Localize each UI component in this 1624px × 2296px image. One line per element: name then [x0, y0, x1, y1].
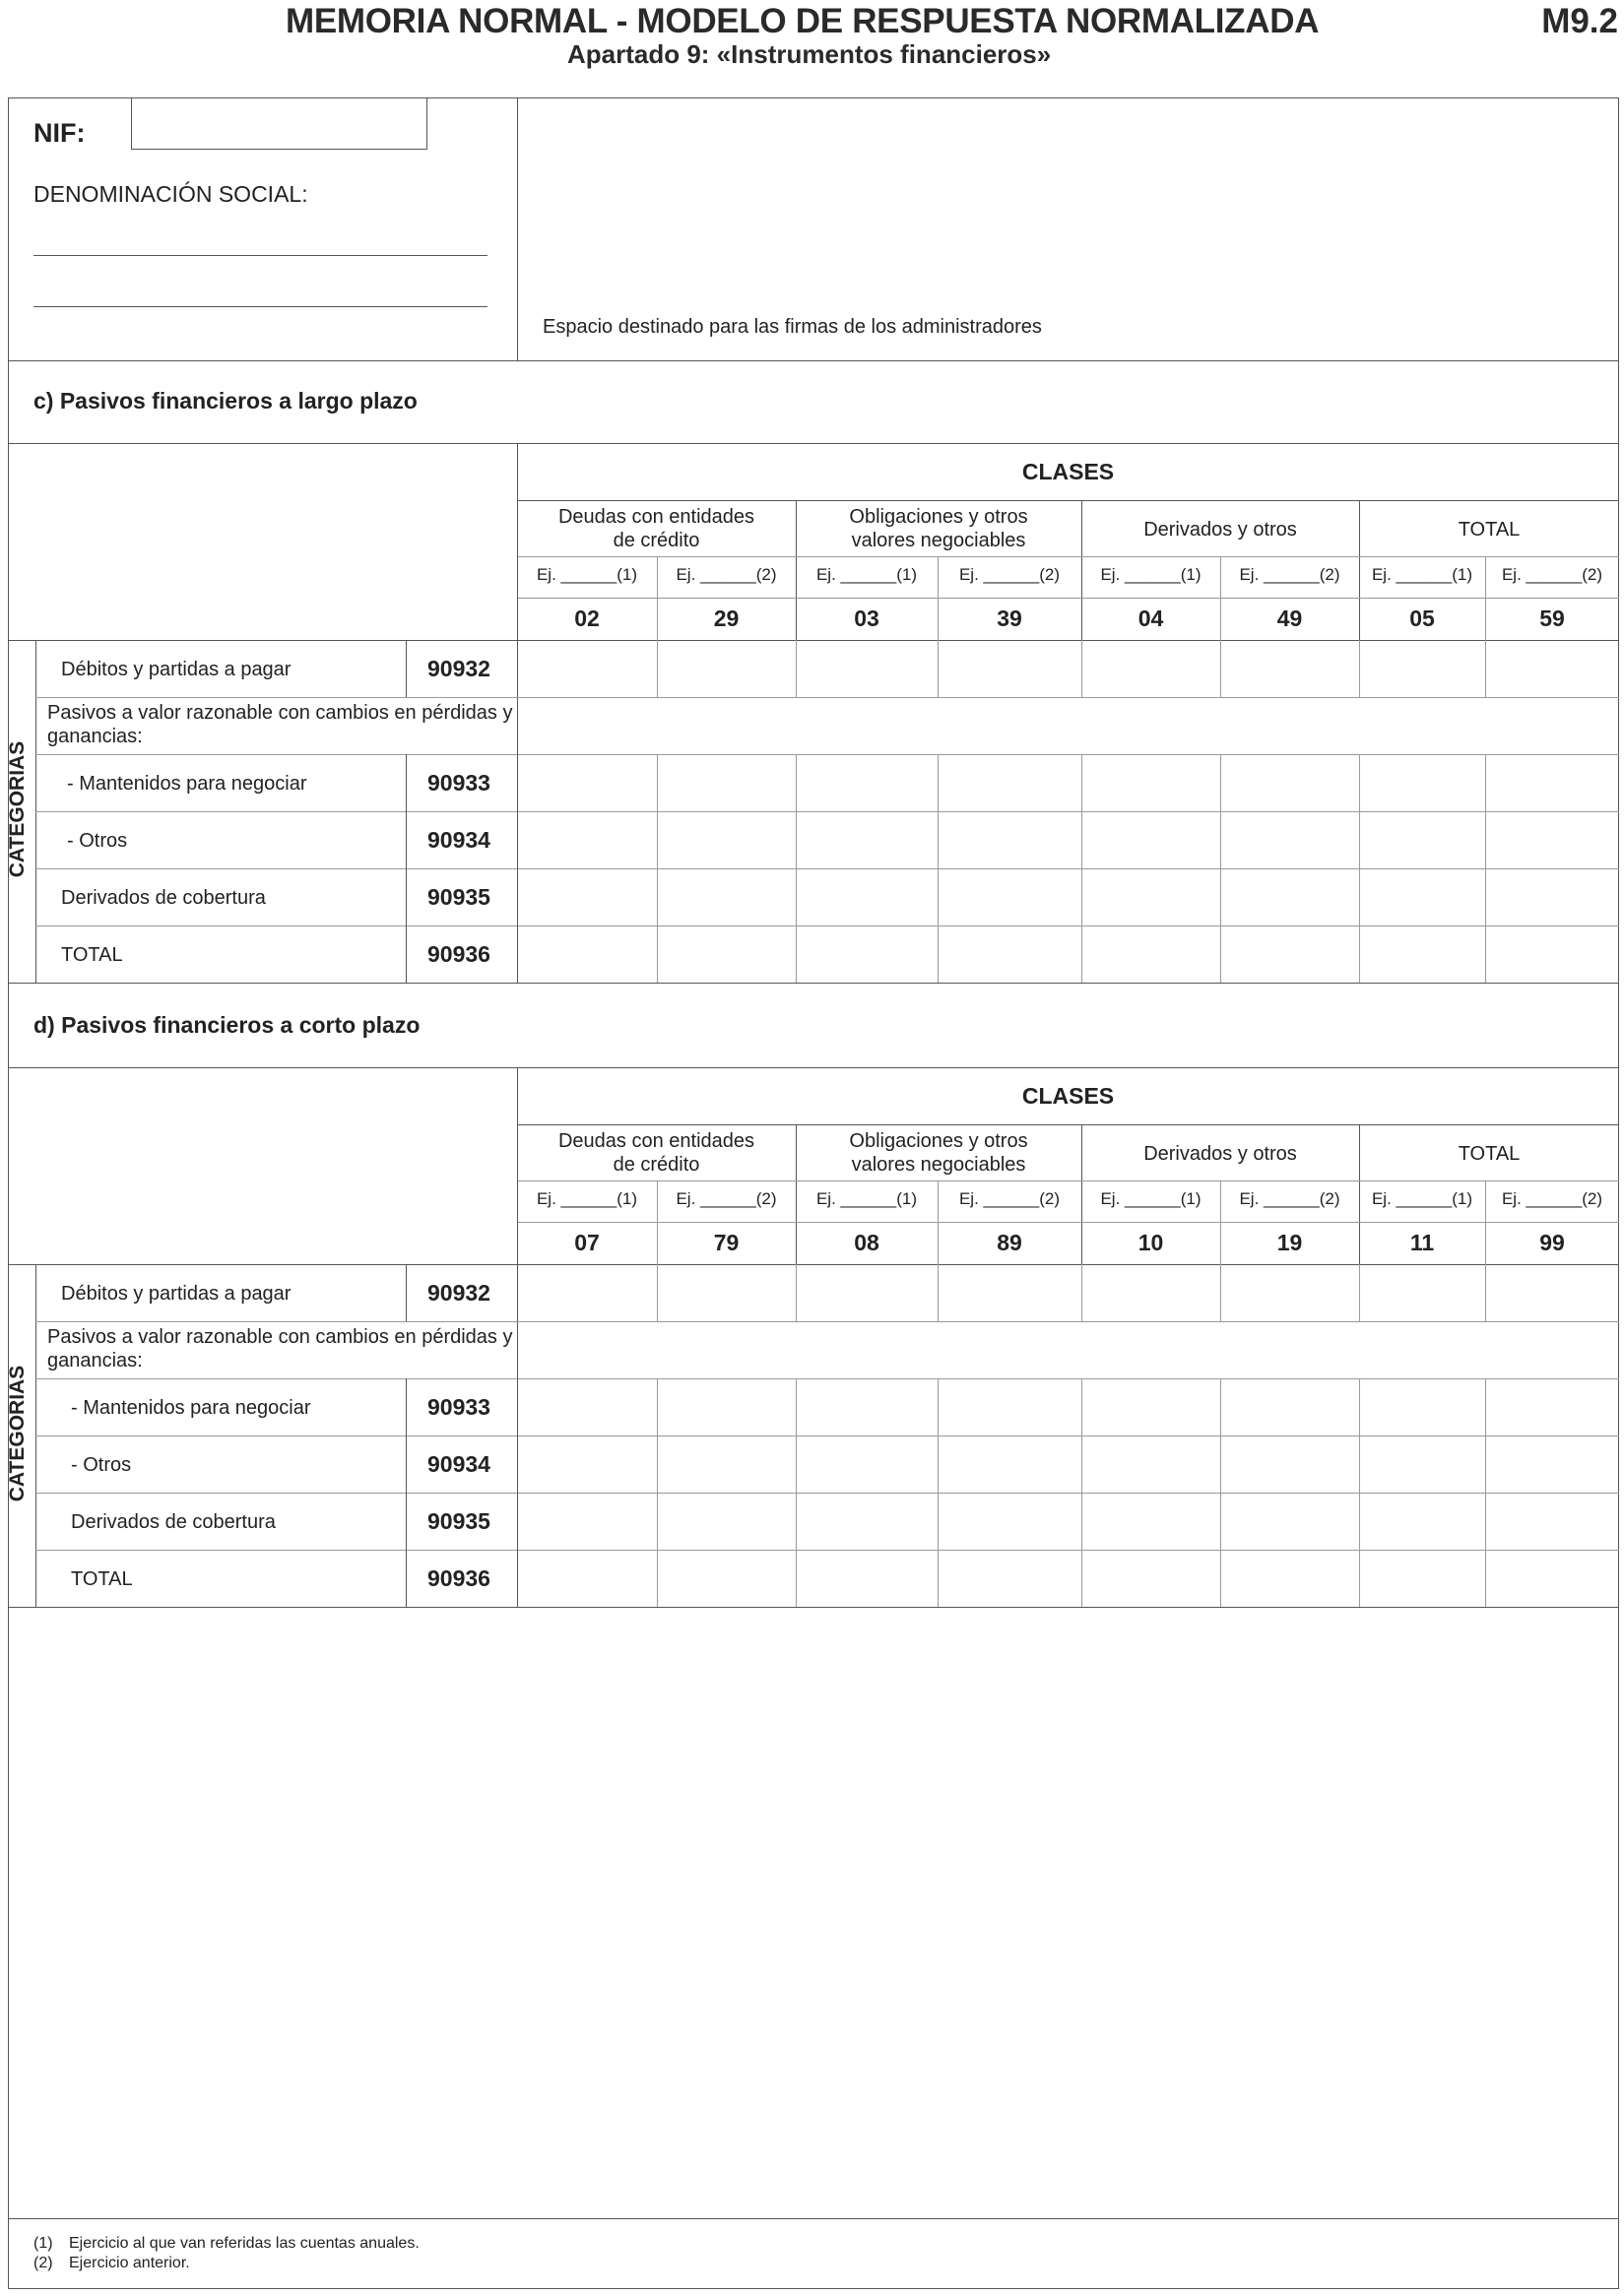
input-cell[interactable]: [657, 868, 796, 925]
cell-divider: [1485, 868, 1486, 925]
cell-divider: [657, 811, 658, 868]
row-code: 90933: [427, 1394, 490, 1420]
ej-label-7: Ej. ______(1): [1371, 565, 1473, 584]
input-cell[interactable]: [1359, 1493, 1485, 1550]
input-cell[interactable]: [1081, 868, 1220, 925]
code-divider: [406, 1493, 407, 1550]
row-code: 90932: [427, 1280, 490, 1306]
footnote-1-num: (1): [33, 2235, 53, 2252]
cell-divider: [796, 1264, 797, 1321]
cell-divider: [796, 868, 797, 925]
cell-divider: [1359, 811, 1360, 868]
code-divider: [406, 868, 407, 925]
cell-divider: [1081, 1493, 1082, 1550]
column-code-3: 03: [854, 606, 879, 631]
page-title: MEMORIA NORMAL - MODELO DE RESPUESTA NORMALIZADA: [286, 2, 1320, 40]
input-cell[interactable]: [938, 1550, 1081, 1607]
footnote-divider: [8, 2218, 1619, 2219]
cell-divider: [517, 811, 518, 868]
cell-divider: [1485, 1550, 1486, 1607]
input-cell[interactable]: [796, 868, 938, 925]
input-cell[interactable]: [1485, 811, 1619, 868]
row-rule: [35, 1321, 1619, 1322]
cell-divider: [657, 1264, 658, 1321]
input-cell[interactable]: [1485, 1550, 1619, 1607]
section-title: d) Pasivos financieros a corto plazo: [33, 1012, 421, 1038]
input-cell[interactable]: [1485, 1493, 1619, 1550]
ej-label-1: Ej. ______(1): [536, 565, 638, 584]
input-cell[interactable]: [796, 640, 938, 697]
code-divider: [406, 1435, 407, 1493]
column-code-7: 11: [1409, 1230, 1435, 1255]
input-cell[interactable]: [1081, 1493, 1220, 1550]
row-code: 90935: [427, 1508, 490, 1534]
group-header-2: Obligaciones y otros valores negociables: [849, 506, 1028, 551]
ej-label-6: Ej. ______(2): [1239, 565, 1340, 584]
code-divider: [406, 1264, 407, 1321]
input-cell[interactable]: [796, 925, 938, 983]
input-cell[interactable]: [938, 640, 1081, 697]
input-cell[interactable]: [1081, 640, 1220, 697]
input-cell[interactable]: [1359, 754, 1485, 811]
cell-divider: [517, 1550, 518, 1607]
cell-divider: [1081, 868, 1082, 925]
input-cell[interactable]: [1220, 1435, 1359, 1493]
ej-rule: [517, 1222, 1619, 1223]
cell-divider: [938, 811, 939, 868]
input-cell[interactable]: [1081, 1550, 1220, 1607]
input-cell[interactable]: [517, 754, 657, 811]
input-cell[interactable]: [1485, 754, 1619, 811]
input-cell[interactable]: [517, 1435, 657, 1493]
input-cell[interactable]: [1220, 1378, 1359, 1435]
input-cell[interactable]: [1485, 640, 1619, 697]
row-code: 90934: [427, 827, 490, 853]
ej-label-4: Ej. ______(2): [958, 1189, 1061, 1208]
input-cell[interactable]: [796, 1378, 938, 1435]
input-cell[interactable]: [657, 1378, 796, 1435]
footnote-1-text: Ejercicio al que van referidas las cuentas anuales.: [69, 2235, 420, 2252]
cell-divider: [1359, 1435, 1360, 1493]
cell-divider: [1485, 640, 1486, 697]
ej-label-5: Ej. ______(1): [1100, 565, 1202, 584]
cell-divider: [1081, 1378, 1082, 1435]
group-header-1: Deudas con entidades de crédito: [557, 506, 755, 551]
input-cell[interactable]: [517, 1493, 657, 1550]
cell-divider: [796, 754, 797, 811]
clases-rule: [517, 1124, 1619, 1125]
column-code-2: 79: [713, 1230, 740, 1255]
ej-label-6: Ej. ______(2): [1239, 1189, 1340, 1208]
categorias-label: CATEGORIAS: [6, 1365, 29, 1502]
divider: [8, 360, 1619, 361]
input-cell[interactable]: [1359, 868, 1485, 925]
denominacion-label: DENOMINACIÓN SOCIAL:: [33, 181, 308, 207]
input-cell[interactable]: [938, 811, 1081, 868]
row-label: Débitos y partidas a pagar: [61, 1283, 292, 1305]
ej-label-1: Ej. ______(1): [536, 1189, 638, 1208]
cell-divider: [657, 925, 658, 983]
column-code-4: 89: [997, 1230, 1022, 1255]
input-cell[interactable]: [938, 1435, 1081, 1493]
ej-rule: [517, 598, 1619, 599]
cell-divider: [657, 1435, 658, 1493]
cell-divider: [1220, 1435, 1221, 1493]
input-cell[interactable]: [938, 1378, 1081, 1435]
input-cell[interactable]: [657, 640, 796, 697]
section-divider: [8, 1067, 1619, 1068]
row-rule: [35, 697, 1619, 698]
row-code: 90936: [427, 941, 490, 967]
signature-area[interactable]: Espacio destinado para las firmas de los administradores: [543, 316, 1042, 338]
input-cell[interactable]: [796, 1550, 938, 1607]
code-divider: [406, 640, 407, 697]
column-code-5: 10: [1137, 1230, 1164, 1255]
input-cell[interactable]: [938, 925, 1081, 983]
input-cell[interactable]: [1485, 868, 1619, 925]
cell-divider: [1485, 754, 1486, 811]
cell-divider: [657, 868, 658, 925]
cell-divider: [1485, 1493, 1486, 1550]
cell-divider: [1081, 754, 1082, 811]
cell-divider: [1359, 1493, 1360, 1550]
nif-field[interactable]: [131, 97, 427, 150]
column-code-5: 04: [1137, 606, 1164, 631]
cell-divider: [1485, 1435, 1486, 1493]
input-cell[interactable]: [1359, 925, 1485, 983]
cell-divider: [1220, 640, 1221, 697]
input-cell[interactable]: [657, 1435, 796, 1493]
group-header-2: Obligaciones y otros valores negociables: [849, 1130, 1028, 1176]
cell-divider: [1220, 754, 1221, 811]
input-cell[interactable]: [796, 1264, 938, 1321]
group-header-1: Deudas con entidades de crédito: [557, 1130, 755, 1176]
cell-divider: [517, 1435, 518, 1493]
column-code-2: 29: [713, 606, 740, 631]
footnote-1: [33, 2235, 420, 2253]
code-divider: [406, 811, 407, 868]
input-cell[interactable]: [1081, 925, 1220, 983]
input-cell[interactable]: [517, 640, 657, 697]
cell-divider: [796, 1435, 797, 1493]
ej-label-8: Ej. ______(2): [1501, 1189, 1603, 1208]
cell-divider: [1485, 925, 1486, 983]
row-label: Derivados de cobertura: [61, 887, 266, 909]
cell-divider: [1220, 1550, 1221, 1607]
input-cell[interactable]: [657, 1264, 796, 1321]
cell-divider: [517, 868, 518, 925]
code-divider: [406, 1550, 407, 1607]
categorias-label: CATEGORIAS: [6, 740, 29, 878]
cell-divider: [517, 640, 518, 697]
row-label: TOTAL: [61, 944, 123, 966]
input-cell[interactable]: [938, 868, 1081, 925]
cell-divider: [938, 868, 939, 925]
cell-divider: [1359, 754, 1360, 811]
cell-divider: [796, 640, 797, 697]
cell-divider: [517, 1493, 518, 1550]
cell-divider: [657, 1378, 658, 1435]
cell-divider: [1485, 1264, 1486, 1321]
group-header-3: Derivados y otros: [1143, 1143, 1297, 1165]
row-code: 90934: [427, 1451, 490, 1477]
input-cell[interactable]: [1220, 1493, 1359, 1550]
input-cell[interactable]: [517, 1378, 657, 1435]
input-cell[interactable]: [1220, 1264, 1359, 1321]
ej-label-8: Ej. ______(2): [1501, 565, 1603, 584]
input-cell[interactable]: [517, 1550, 657, 1607]
row-code: 90932: [427, 656, 490, 681]
cell-divider: [796, 811, 797, 868]
row-label: - Mantenidos para negociar: [71, 1397, 311, 1419]
ej-label-7: Ej. ______(1): [1371, 1189, 1473, 1208]
footnote-2-num: (2): [33, 2255, 53, 2271]
input-cell[interactable]: [1359, 1435, 1485, 1493]
column-code-7: 05: [1409, 606, 1435, 631]
cell-divider: [657, 1493, 658, 1550]
clases-label: CLASES: [1021, 1083, 1115, 1109]
column-code-4: 39: [997, 606, 1022, 631]
clases-label: CLASES: [1021, 459, 1115, 484]
input-cell[interactable]: [1081, 811, 1220, 868]
ej-label-4: Ej. ______(2): [958, 565, 1061, 584]
cell-divider: [1485, 1378, 1486, 1435]
input-cell[interactable]: [1220, 925, 1359, 983]
input-cell[interactable]: [1081, 1435, 1220, 1493]
column-code-1: 02: [574, 606, 600, 631]
input-cell[interactable]: [1485, 1378, 1619, 1435]
cell-divider: [938, 1493, 939, 1550]
denominacion-line-1[interactable]: [33, 255, 487, 256]
input-cell[interactable]: [1359, 640, 1485, 697]
row-label: - Mantenidos para negociar: [67, 773, 307, 795]
column-code-6: 49: [1276, 606, 1303, 631]
footnote-2-text: Ejercicio anterior.: [69, 2255, 190, 2271]
denominacion-line-2[interactable]: [33, 306, 487, 307]
cell-divider: [517, 1378, 518, 1435]
cell-divider: [1220, 1493, 1221, 1550]
cell-divider: [938, 925, 939, 983]
row-label: - Otros: [67, 830, 128, 852]
cell-divider: [1081, 925, 1082, 983]
input-cell[interactable]: [657, 925, 796, 983]
input-cell[interactable]: [1359, 1378, 1485, 1435]
section-title: c) Pasivos financieros a largo plazo: [33, 388, 418, 414]
input-cell[interactable]: [1359, 811, 1485, 868]
cell-divider: [1081, 811, 1082, 868]
cell-divider: [938, 1378, 939, 1435]
row-label: Pasivos a valor razonable con cambios en pérdidas y ganancias:: [47, 1326, 513, 1371]
input-cell[interactable]: [1485, 1264, 1619, 1321]
cell-divider: [796, 925, 797, 983]
input-cell[interactable]: [1220, 640, 1359, 697]
row-label: Derivados de cobertura: [71, 1511, 276, 1533]
cell-divider: [657, 754, 658, 811]
cell-divider: [938, 1264, 939, 1321]
cell-divider: [938, 1435, 939, 1493]
cell-divider: [1220, 868, 1221, 925]
cell-divider: [938, 754, 939, 811]
group-header-3: Derivados y otros: [1143, 519, 1297, 541]
ej-label-2: Ej. ______(2): [676, 1189, 777, 1208]
input-cell[interactable]: [517, 925, 657, 983]
input-cell[interactable]: [1081, 754, 1220, 811]
body-bottom-rule: [8, 983, 1619, 984]
cell-divider: [517, 925, 518, 983]
cell-divider: [657, 1550, 658, 1607]
cell-divider: [657, 640, 658, 697]
cell-divider: [1359, 925, 1360, 983]
input-cell[interactable]: [517, 1264, 657, 1321]
cell-divider: [1359, 868, 1360, 925]
cell-divider: [796, 1493, 797, 1550]
input-cell[interactable]: [1359, 1264, 1485, 1321]
model-code: M9.2: [1541, 2, 1618, 40]
input-cell[interactable]: [1220, 1550, 1359, 1607]
cell-divider: [938, 1550, 939, 1607]
cell-divider: [1220, 925, 1221, 983]
row-code: 90936: [427, 1565, 490, 1591]
signature-divider: [517, 97, 518, 360]
code-divider: [406, 925, 407, 983]
cell-divider: [1359, 640, 1360, 697]
cell-divider: [1220, 1378, 1221, 1435]
input-cell[interactable]: [796, 754, 938, 811]
cell-divider: [517, 754, 518, 811]
input-cell[interactable]: [1220, 811, 1359, 868]
row-code: 90935: [427, 884, 490, 910]
group-header-4: TOTAL: [1458, 519, 1521, 541]
row-label: Pasivos a valor razonable con cambios en pérdidas y ganancias:: [47, 702, 513, 747]
input-cell[interactable]: [657, 811, 796, 868]
input-cell[interactable]: [1220, 868, 1359, 925]
column-code-8: 99: [1539, 1230, 1565, 1255]
cell-divider: [1359, 1264, 1360, 1321]
cell-divider: [517, 1264, 518, 1321]
ej-label-2: Ej. ______(2): [676, 565, 777, 584]
row-code: 90933: [427, 770, 490, 796]
input-cell[interactable]: [938, 1264, 1081, 1321]
cell-divider: [1081, 1435, 1082, 1493]
section-divider: [8, 443, 1619, 444]
input-cell[interactable]: [657, 1550, 796, 1607]
cell-divider: [796, 1550, 797, 1607]
input-cell[interactable]: [1485, 1435, 1619, 1493]
cell-divider: [1485, 811, 1486, 868]
input-cell[interactable]: [1081, 1264, 1220, 1321]
cell-divider: [1359, 1378, 1360, 1435]
cell-divider: [1220, 1264, 1221, 1321]
cell-divider: [1359, 1550, 1360, 1607]
input-cell[interactable]: [938, 754, 1081, 811]
row-label: TOTAL: [71, 1568, 133, 1590]
page-subtitle: Apartado 9: «Instrumentos financieros»: [567, 39, 1052, 69]
input-cell[interactable]: [517, 868, 657, 925]
ej-label-5: Ej. ______(1): [1100, 1189, 1202, 1208]
group-header-4: TOTAL: [1458, 1143, 1521, 1165]
cell-divider: [796, 1378, 797, 1435]
input-cell[interactable]: [1220, 754, 1359, 811]
group-rule: [517, 556, 1619, 557]
cell-divider: [1081, 1550, 1082, 1607]
input-cell[interactable]: [517, 811, 657, 868]
nif-label: NIF:: [33, 118, 86, 148]
cell-divider: [1081, 640, 1082, 697]
group-rule: [517, 1180, 1619, 1181]
ej-label-3: Ej. ______(1): [815, 1189, 918, 1208]
input-cell[interactable]: [1485, 925, 1619, 983]
column-code-1: 07: [574, 1230, 600, 1255]
column-code-8: 59: [1539, 606, 1565, 631]
input-cell[interactable]: [796, 811, 938, 868]
input-cell[interactable]: [796, 1435, 938, 1493]
input-cell[interactable]: [1359, 1550, 1485, 1607]
code-divider: [406, 754, 407, 811]
column-code-3: 08: [854, 1230, 879, 1255]
cell-divider: [1220, 811, 1221, 868]
clases-rule: [517, 500, 1619, 501]
cell-divider: [1081, 1264, 1082, 1321]
input-cell[interactable]: [938, 1493, 1081, 1550]
ej-label-3: Ej. ______(1): [815, 565, 918, 584]
input-cell[interactable]: [1081, 1378, 1220, 1435]
footnote-2: [33, 2255, 190, 2272]
input-cell[interactable]: [657, 1493, 796, 1550]
body-bottom-rule: [8, 1607, 1619, 1608]
code-divider: [406, 1378, 407, 1435]
cell-divider: [938, 640, 939, 697]
input-cell[interactable]: [657, 754, 796, 811]
column-code-6: 19: [1276, 1230, 1303, 1255]
input-cell[interactable]: [796, 1493, 938, 1550]
row-label: Débitos y partidas a pagar: [61, 659, 292, 680]
row-label: - Otros: [71, 1454, 132, 1476]
